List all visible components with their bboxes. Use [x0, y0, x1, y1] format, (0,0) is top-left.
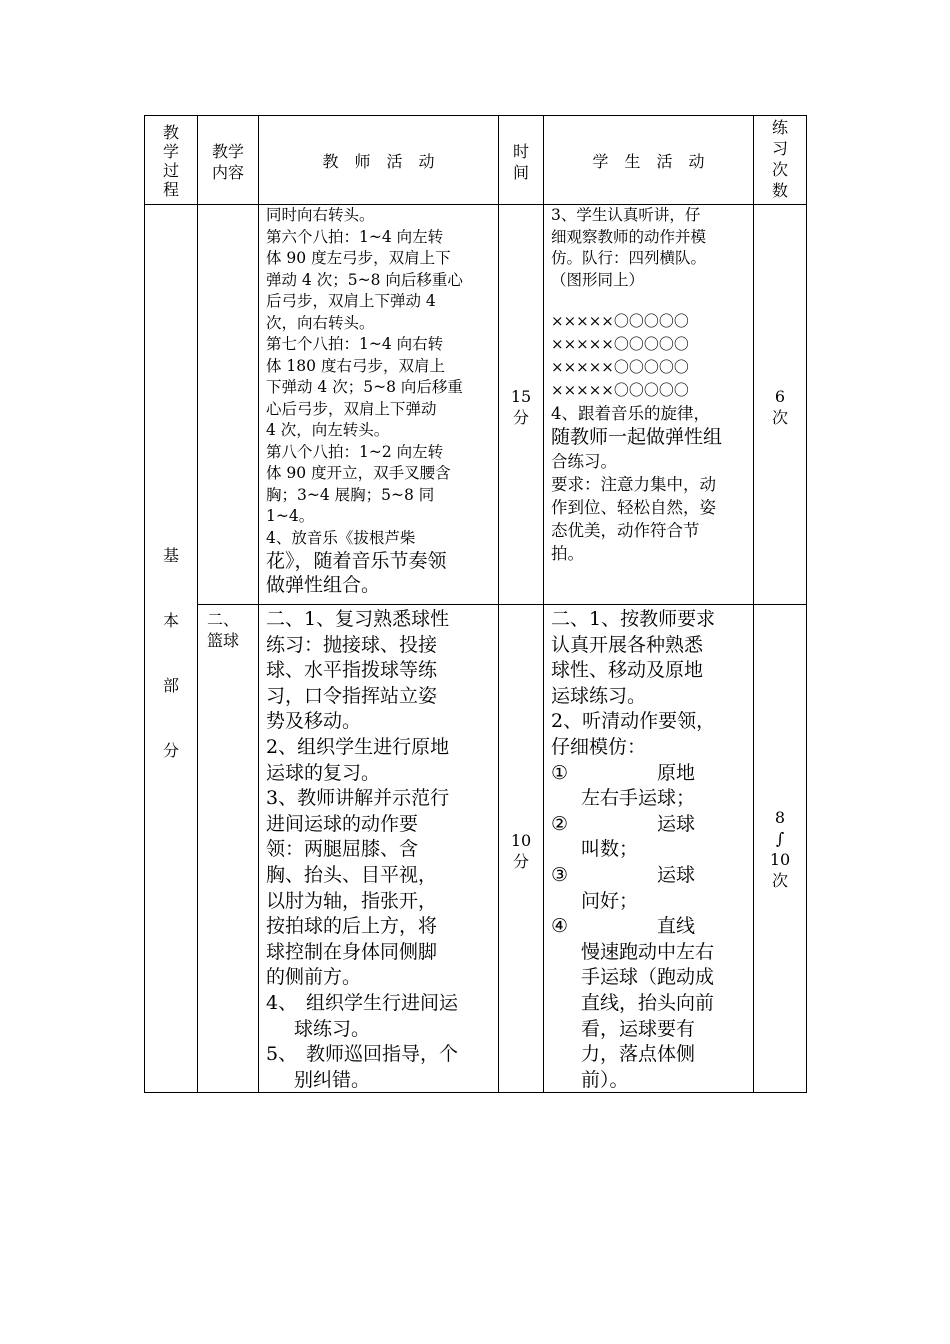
text-line: 3、学生认真听讲，仔	[551, 206, 701, 224]
text-line: 左右手运球；	[581, 787, 696, 810]
row1-teacher-activity	[266, 205, 496, 593]
text-line: 运球	[581, 812, 696, 835]
text-line: 弹动 4 次；5~8 向后移重心	[266, 270, 463, 289]
text-line: 直线	[581, 915, 696, 938]
text-line: 的侧前方。	[266, 966, 362, 989]
text-line: 随教师一起做弹性组	[551, 426, 723, 448]
header-time	[499, 141, 543, 183]
row1-reps	[754, 386, 806, 428]
header-process	[145, 123, 197, 199]
text-line: 1~4。	[266, 507, 315, 525]
formation-row: ×××××〇〇〇〇〇	[551, 312, 689, 330]
list-number: 4、	[266, 991, 298, 1014]
header-reps-char: 数	[771, 181, 788, 200]
text-line: 体 90 度左弓步，双肩上下	[266, 249, 451, 267]
time-value: 15	[510, 387, 532, 406]
text-line: 后弓步，双肩上下弹动 4	[266, 292, 436, 310]
section-char: 本	[162, 611, 179, 630]
text-line: 组织学生行进间运	[306, 991, 459, 1014]
text-line: 第八个八拍：1~2 向左转	[266, 442, 444, 461]
text-line: 球控制在身体同侧脚	[266, 940, 438, 963]
header-teacher-activity: 教 师 活 动	[322, 152, 435, 171]
text-line: 拍。	[551, 544, 584, 563]
text-line: 要求：注意力集中，动	[551, 475, 716, 494]
formation-row: ×××××〇〇〇〇〇	[551, 358, 689, 376]
text-line: 2、组织学生进行原地	[266, 735, 450, 758]
text-line: 胸；3~4 展胸；5~8 同	[266, 485, 435, 504]
table-border-top	[144, 115, 807, 116]
text-line: 下弹动 4 次；5~8 向后移重	[266, 378, 463, 396]
text-line: 胸、抬头、目平视，	[266, 863, 438, 886]
text-line: 运球	[581, 863, 696, 886]
list-item	[551, 761, 751, 812]
text-line: 叫数；	[581, 838, 639, 861]
text-line: 合练习。	[551, 452, 617, 471]
text-line: 习，口令指挥站立姿	[266, 684, 438, 707]
header-time-char: 时	[512, 142, 529, 161]
text-line: 仔细模仿：	[551, 735, 647, 758]
text-line: 直线，抬头向前	[581, 991, 715, 1014]
text-line: 同时向右转头。	[266, 206, 375, 224]
text-line: 原地	[581, 761, 696, 784]
reps-value: 8	[774, 808, 786, 827]
text-line: 细观察教师的动作并模	[551, 227, 707, 246]
row2-reps	[754, 807, 806, 891]
text-line: 4 次，向左转头。	[266, 421, 390, 439]
text-line: 作到位、轻松自然，姿	[551, 498, 716, 517]
header-content-line: 教学	[211, 142, 244, 161]
content-line: 二、	[207, 610, 240, 629]
list-number: ③	[551, 863, 569, 886]
text-line: 力，落点体侧	[581, 1043, 696, 1066]
header-reps	[754, 117, 806, 201]
list-item	[551, 914, 751, 1093]
reps-value: 6	[774, 387, 786, 406]
header-time-char: 间	[512, 163, 529, 182]
header-process-char: 教	[162, 123, 179, 142]
text-line: 第七个八拍：1~4 向右转	[266, 335, 444, 353]
col-line-4	[543, 115, 544, 1093]
list-number: ②	[551, 812, 569, 835]
text-line: 球、水平指拨球等练	[266, 659, 438, 682]
text-line: 势及移动。	[266, 710, 362, 733]
reps-unit: 次	[771, 408, 788, 427]
text-line: （图形同上）	[551, 270, 645, 289]
text-line: 体 90 度开立，双手叉腰含	[266, 464, 451, 482]
reps-unit: 次	[771, 871, 788, 890]
list-item	[266, 1042, 496, 1093]
text-line: 第六个八拍：1~4 向左转	[266, 227, 444, 246]
text-line: 心后弓步，双肩上下弹动	[266, 399, 437, 418]
content-line: 篮球	[207, 631, 240, 650]
time-unit: 分	[512, 852, 529, 871]
col-line-5	[753, 115, 754, 1093]
formation-row: ×××××〇〇〇〇〇	[551, 335, 689, 353]
text-line: 进间运球的动作要	[266, 812, 419, 835]
header-content-line: 内容	[211, 163, 244, 182]
text-line: 运球的复习。	[266, 761, 381, 784]
header-student-activity: 学 生 活 动	[592, 152, 705, 171]
text-line: 慢速跑动中左右	[581, 940, 715, 963]
text-line: 3、教师讲解并示范行	[266, 787, 450, 810]
col-line-right	[806, 115, 807, 1093]
formation-row: ×××××〇〇〇〇〇	[551, 381, 689, 399]
text-line: 练习：抛接球、投接	[266, 633, 438, 656]
header-process-char: 过	[162, 161, 179, 180]
text-line: 前）。	[581, 1068, 629, 1091]
text-line: 认真开展各种熟悉	[551, 633, 704, 656]
text-line: 领：两腿屈膝、含	[266, 838, 419, 861]
col-line-left	[144, 115, 145, 1093]
text-line: 手运球（跑动成	[581, 966, 715, 989]
col-line-1	[197, 115, 198, 1093]
col-line-2	[258, 115, 259, 1093]
header-content	[198, 141, 258, 183]
list-number: ④	[551, 915, 569, 938]
header-process-char: 学	[162, 142, 179, 161]
header-reps-char: 练	[771, 118, 788, 137]
text-line: 仿。队行：四列横队。	[551, 249, 707, 267]
text-line: 问好；	[581, 889, 639, 912]
time-value: 10	[510, 831, 532, 850]
text-line: 4、跟着音乐的旋律，	[551, 404, 710, 423]
row2-student-activity	[551, 607, 751, 1093]
header-process-char: 程	[162, 180, 179, 199]
time-unit: 分	[512, 408, 529, 427]
text-line: 二、1、按教师要求	[551, 608, 716, 630]
text-line: 体 180 度右弓步，双肩上	[266, 356, 445, 375]
formation-diagram	[551, 310, 751, 402]
text-line: 2、听清动作要领，	[551, 710, 716, 733]
text-line: 教师巡回指导，个	[306, 1043, 459, 1066]
row2-teacher-activity	[266, 607, 496, 1093]
section-char: 基	[162, 546, 179, 565]
reps-separator: ∫	[775, 829, 785, 848]
text-line: 态优美，动作符合节	[551, 521, 700, 540]
list-number: ①	[551, 761, 569, 784]
text-line: 球性、移动及原地	[551, 659, 704, 682]
row-divider	[197, 604, 807, 605]
reps-value: 10	[769, 850, 791, 869]
section-char: 分	[162, 741, 179, 760]
text-line: 球练习。	[294, 1017, 371, 1040]
text-line: 以肘为轴，指张开，	[266, 889, 438, 912]
header-reps-char: 次	[771, 160, 788, 179]
col-line-3	[498, 115, 499, 1093]
list-item	[551, 863, 751, 914]
text-line: 运球练习。	[551, 684, 647, 707]
text-line: 4、放音乐《拔根芦柴	[266, 528, 416, 547]
text-line: 做弹性组合。	[266, 574, 381, 593]
text-line: 看，运球要有	[581, 1017, 696, 1040]
header-reps-char: 习	[771, 139, 788, 158]
row1-time	[499, 386, 543, 428]
text-line: 按拍球的后上方，将	[266, 915, 438, 938]
row2-time	[499, 830, 543, 872]
row1-student-activity	[551, 205, 751, 565]
row2-content	[207, 609, 257, 651]
text-line: 二、1、复习熟悉球性	[266, 608, 450, 630]
text-line: 次，向右转头。	[266, 313, 375, 332]
section-char: 部	[162, 676, 179, 695]
list-item	[551, 812, 751, 863]
text-line: 花》，随着音乐节奏领	[266, 550, 447, 572]
list-number: 5、	[266, 1043, 298, 1066]
list-item	[266, 991, 496, 1042]
text-line: 别纠错。	[294, 1068, 371, 1091]
